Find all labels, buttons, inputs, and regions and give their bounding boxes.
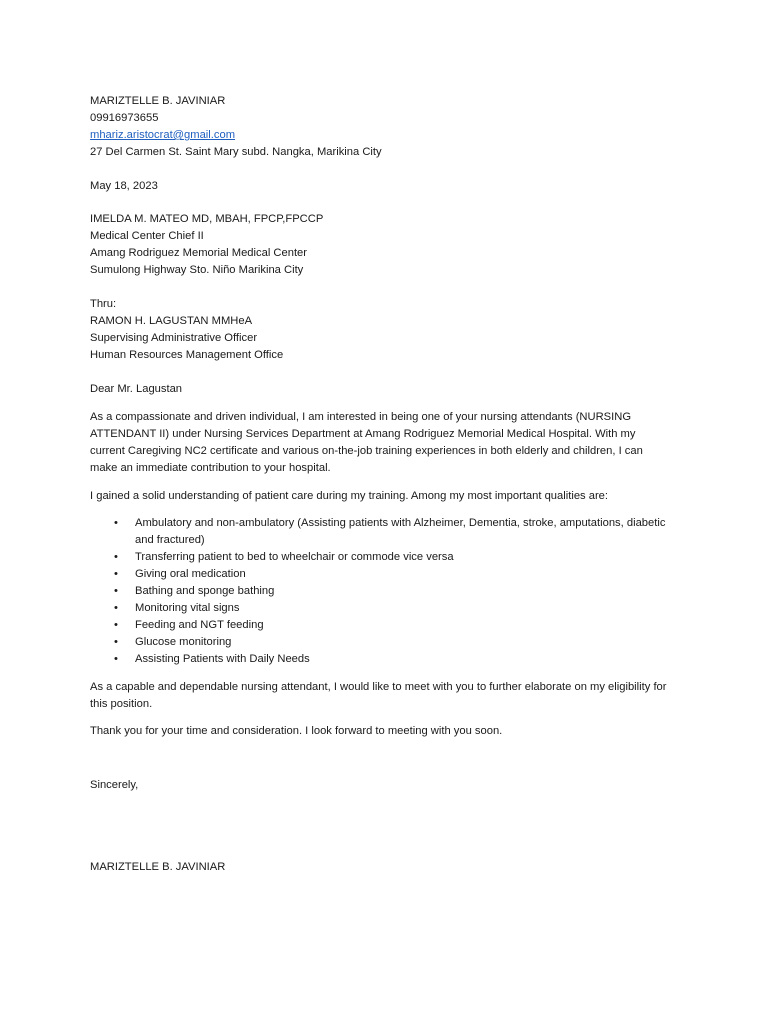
sender-block (90, 93, 670, 161)
list-item (90, 549, 670, 566)
thanks-paragraph: Thank you for your time and consideration. I look forward to meeting with you soon. (90, 725, 503, 737)
recipient-organization: Amang Rodriguez Memorial Medical Center (90, 247, 308, 259)
list-item (90, 566, 670, 583)
bullet-icon: • (114, 636, 118, 648)
bullet-icon: • (114, 551, 118, 563)
list-item (90, 600, 670, 617)
list-item (90, 651, 670, 668)
list-item (90, 583, 670, 600)
bullet-icon: • (114, 619, 118, 631)
sender-name: MARIZTELLE B. JAVINIAR (90, 95, 226, 107)
recipient-block (90, 211, 670, 279)
sender-address: 27 Del Carmen St. Saint Mary subd. Nangka, Marikina City (90, 146, 382, 158)
recipient-address: Sumulong Highway Sto. Niño Marikina City (90, 264, 304, 276)
thru-office: Human Resources Management Office (90, 349, 284, 361)
thru-block (90, 296, 670, 364)
list-item (90, 617, 670, 634)
bullet-icon: • (114, 653, 118, 665)
quality-text: Bathing and sponge bathing (135, 585, 275, 597)
sender-email-link[interactable]: mhariz.aristocrat@gmail.com (90, 129, 236, 141)
salutation: Dear Mr. Lagustan (90, 383, 183, 395)
thru-label: Thru: (90, 298, 117, 310)
closing-paragraph: As a capable and dependable nursing attendant, I would like to meet with you to further elaborate on my eligibility for this position. (90, 681, 667, 710)
salutation-block (90, 381, 670, 398)
thru-name: RAMON H. LAGUSTAN MMHeA (90, 315, 253, 327)
signature-name: MARIZTELLE B. JAVINIAR (90, 861, 226, 873)
sender-phone: 09916973655 (90, 112, 159, 124)
closing: Sincerely, (90, 779, 139, 791)
bullet-icon: • (114, 568, 118, 580)
recipient-name: IMELDA M. MATEO MD, MBAH, FPCP,FPCCP (90, 213, 324, 225)
qualities-intro-paragraph: I gained a solid understanding of patient care during my training. Among my most important qualities are: (90, 490, 609, 502)
bullet-icon: • (114, 602, 118, 614)
thru-title: Supervising Administrative Officer (90, 332, 258, 344)
closing-block (90, 777, 670, 794)
letter-date-block (90, 178, 670, 195)
quality-text: Transferring patient to bed to wheelchair or commode vice versa (135, 551, 454, 563)
intro-paragraph: As a compassionate and driven individual, I am interested in being one of your nursing attendants (NURSING ATTENDANT II) under Nursing Services Department at Amang Rodriguez Memorial Medical Hospital. With my current Caregiving NC2 certificate and various on-the-job training experiences in both elderly and children, I can make an immediate contribution to your hospital. (90, 411, 643, 474)
qualities-list (90, 515, 670, 668)
recipient-title: Medical Center Chief II (90, 230, 204, 242)
bullet-icon: • (114, 585, 118, 597)
letter-date: May 18, 2023 (90, 180, 158, 192)
quality-text: Monitoring vital signs (135, 602, 240, 614)
quality-text: Glucose monitoring (135, 636, 232, 648)
list-item (90, 634, 670, 651)
bullet-icon: • (114, 517, 118, 529)
quality-text: Giving oral medication (135, 568, 246, 580)
quality-text: Assisting Patients with Daily Needs (135, 653, 310, 665)
signature-block (90, 859, 670, 876)
quality-text: Feeding and NGT feeding (135, 619, 264, 631)
list-item (90, 515, 670, 549)
quality-text: Ambulatory and non-ambulatory (Assisting patients with Alzheimer, Dementia, stroke, amputations, diabetic and fractured) (135, 517, 666, 546)
